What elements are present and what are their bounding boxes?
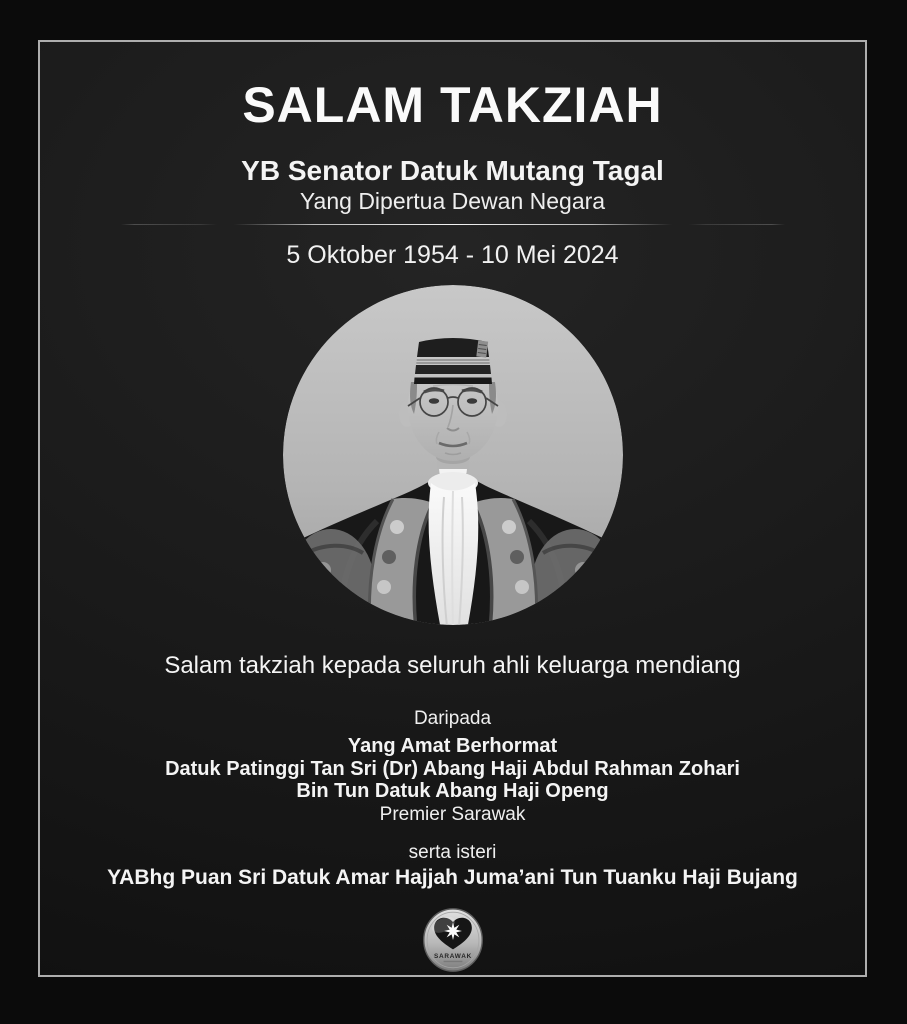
sarawak-logo-text: SARAWAK (433, 952, 472, 960)
sarawak-logo (420, 905, 486, 975)
sender-title: Premier Sarawak (379, 803, 526, 825)
deceased-name: YB Senator Datuk Mutang Tagal (241, 155, 664, 187)
condolence-message: Salam takziah kepada seluruh ahli keluarga mendiang (164, 651, 741, 679)
sarawak-crest-icon (420, 905, 486, 975)
portrait-illustration (283, 285, 623, 625)
deceased-position: Yang Dipertua Dewan Negara (299, 188, 606, 215)
sender-name-line-1: Datuk Patinggi Tan Sri (Dr) Abang Haji Abdul Rahman Zohari (165, 757, 740, 780)
sender-name-line-2: Bin Tun Datuk Abang Haji Openg (296, 779, 609, 802)
card-frame (38, 40, 867, 977)
deceased-lifespan: 5 Oktober 1954 - 10 Mei 2024 (286, 240, 619, 269)
portrait-photo (283, 285, 623, 625)
card-title: SALAM TAKZIAH (242, 77, 663, 133)
from-label: Daripada (413, 707, 492, 729)
sender-honorific: Yang Amat Berhormat (347, 734, 558, 757)
spouse-label: serta isteri (408, 841, 497, 863)
spouse-name: YABhg Puan Sri Datuk Amar Hajjah Juma’ani Tun Tuanku Haji Bujang (107, 865, 798, 889)
